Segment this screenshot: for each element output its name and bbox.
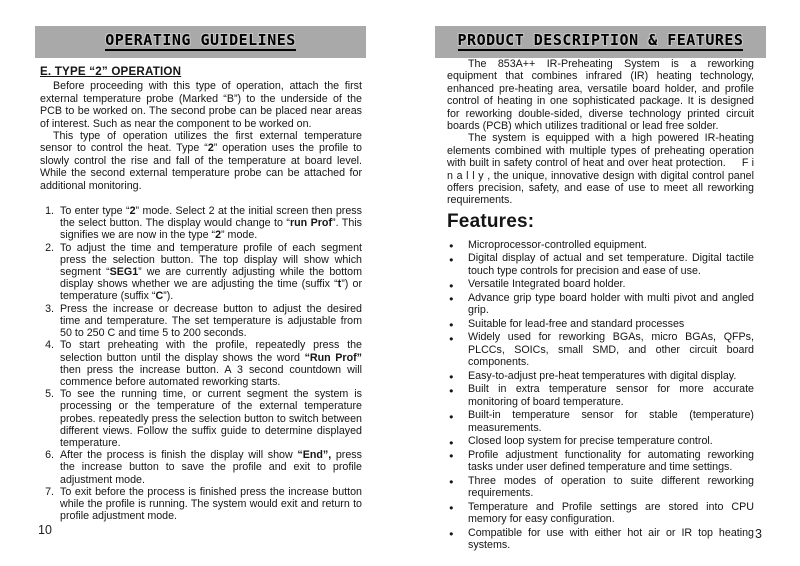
paragraph: Before proceeding with this type of operation, attach the first external temperature probe (Marked “B”) to the underside of the PCB to be worked on. The second probe can be placed near areas of interest. Such as near the component to be worked on. [40,80,362,130]
feature-bullet: ● Compatible for use with either hot air or IR top heating systems. [447,527,754,552]
feature-bullet: ● Built-in temperature sensor for stable (temperature) measurements. [447,409,754,434]
numbered-step: 7. To exit before the process is finished press the increase button while the profile is running. The system would exit and return to profile adjustment mode. [57,486,362,523]
page-product-description [435,26,766,553]
feature-bullet: ● Temperature and Profile settings are stored into CPU memory for easy configuration. [447,501,754,526]
paragraph: This type of operation utilizes the first external temperature sensor to control the heat. Type “2” operation uses the profile to slowly control the rise and fall of the temperature at board level. While the second external temperature probe can be attached for additional monitoring. [40,130,362,192]
feature-bullet: ● Suitable for lead-free and standard processes [447,318,754,331]
numbered-step: 1. To enter type “2” mode. Select 2 at the initial screen then press the select button. The display would change to “run Prof”. This signifies we are now in the type “2” mode. [57,205,362,242]
feature-bullet: ● Versatile Integrated board holder. [447,278,754,291]
paragraph: The system is equipped with a high powered IR-heating elements combined with multiple types of preheating operation with built in safety control of heat and over heat protection. F i n a l l y , the unique, innovative design with digital control panel offers precision, safety, and ease of use to meet all reworking requirements. [447,132,754,207]
section-title: E. TYPE “2” OPERATION [40,65,182,78]
paragraph: The 853A++ IR-Preheating System is a reworking equipment that combines infrared (IR) heating technology, enhanced pre-heating area, versatile board holder, and profile control of heating in one sophisticated package. It is designed for reworking double-sided, diverse technology printed circuit boards (PCB) which utilizes traditional or lead free solder. [447,58,754,133]
right-page-content [435,58,766,552]
feature-bullet: ● Closed loop system for precise temperature control. [447,435,754,448]
right-header-title: PRODUCT DESCRIPTION & FEATURES [457,31,744,50]
left-page-content [35,66,366,522]
numbered-step: 6. After the process is finish the display will show “End”, press the increase button to save the profile and exit to profile adjustment mode. [57,449,362,486]
page-number-right: 3 [755,527,762,541]
page-number-left: 10 [38,523,52,537]
feature-bullet: ● Profile adjustment functionality for automating reworking tasks under user defined temperature and time settings. [447,449,754,474]
feature-bullet: ● Built in extra temperature sensor for more accurate monitoring of board temperature. [447,383,754,408]
feature-bullet: ● Widely used for reworking BGAs, micro BGAs, QFPs, PLCCs, SOICs, small SMD, and other circuit board components. [447,331,754,369]
numbered-step: 2. To adjust the time and temperature profile of each segment press the selection button. The top display will show which segment “SEG1” we are currently adjusting while the bottom display shows whether we are adjusting the time (suffix “t”) or temperature (suffix “C”). [57,242,362,303]
right-header-bar [435,26,766,58]
feature-bullet: ● Microprocessor-controlled equipment. [447,239,754,252]
feature-bullet: ● Three modes of operation to suite different reworking requirements. [447,475,754,500]
feature-bullet: ● Easy-to-adjust pre-heat temperatures with digital display. [447,370,754,383]
numbered-step: 4. To start preheating with the profile, repeatedly press the selection button until the display shows the word “Run Prof” then press the increase button. A 3 second countdown will commence before automated reworking starts. [57,339,362,388]
numbered-steps-list [40,205,362,522]
features-heading: Features: [447,210,535,232]
feature-bullet: ● Advance grip type board holder with multi pivot and angled grip. [447,292,754,317]
features-bullet-list [447,239,754,552]
left-header-title: OPERATING GUIDELINES [105,31,296,50]
page-operating-guidelines [35,26,366,522]
feature-bullet: ● Digital display of actual and set temperature. Digital tactile touch type controls for precision and ease of use. [447,252,754,277]
numbered-step: 3. Press the increase or decrease button to adjust the desired time and temperature. The set temperature is adjustable from 50 to 250 C and time 5 to 200 seconds. [57,303,362,340]
numbered-step: 5. To see the running time, or current segment the system is processing or the temperature of the external temperature probes. repeatedly press the selection button to switch between different views. Follow the suffix guide to determine displayed temperature. [57,388,362,449]
left-header-bar [35,26,366,58]
